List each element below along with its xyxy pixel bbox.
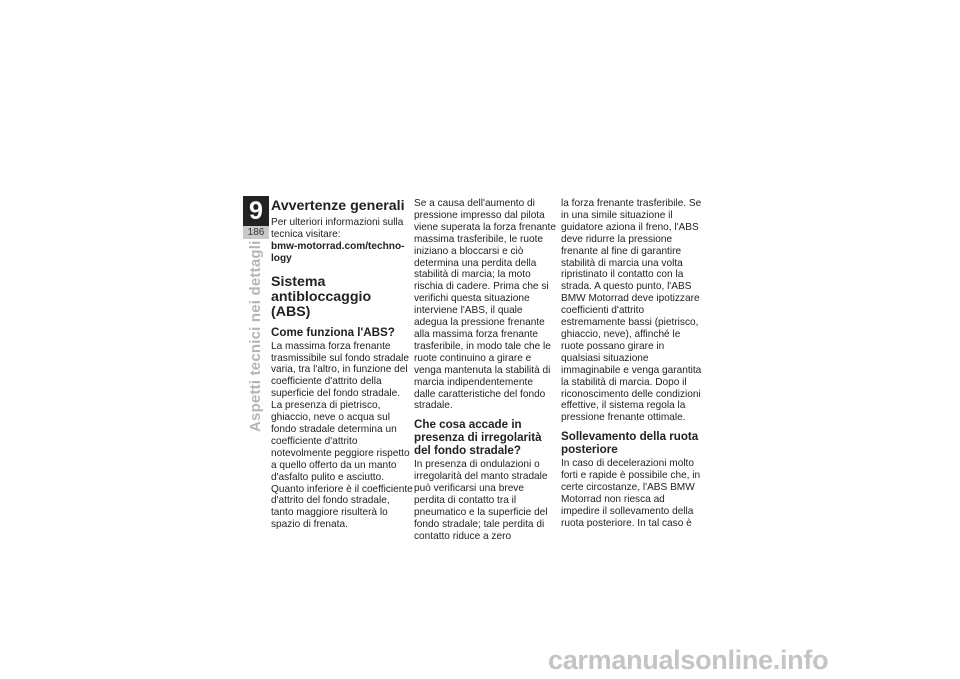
heading-rear-wheel-lift: Sollevamento della ruota posteriore — [561, 430, 699, 457]
column-3 — [561, 198, 703, 530]
paragraph-rear-wheel-lift: In caso di decelerazioni molto forti e rapide è possibile che, in certe circostanze, l'ABS BMW Motorrad non riesca ad impedire il sollevamento della ruota posteriore. In tal caso è — [561, 458, 701, 529]
technology-link[interactable]: bmw-motorrad.com/techno-logy — [271, 240, 405, 264]
paragraph-info: Per ulteriori informazioni sulla tecnica visitare: — [271, 217, 404, 240]
heading-road-irregularities: Che cosa accade in presenza di irregolarità del fondo stradale? — [414, 418, 542, 458]
watermark: carmanualsonline.info — [548, 645, 829, 675]
paragraph-how-abs-works: La massima forza frenante trasmissibile sul fondo stradale varia, tra l'altro, in funzione del coefficiente d'attrito della superficie del fondo stradale. La presenza di pietrisco, ghiaccio, neve o acqua sul fondo stradale determina un coefficiente d'attrito notevolmente peggiore rispetto a quello offerto da un manto d'asfalto pulito e asciutto. Quanto inferiore è il coefficiente d'attrito del fondo stradale, tanto maggiore risulterà lo spazio di frenata. — [271, 340, 413, 531]
column-1 — [271, 198, 413, 531]
chapter-number: 9 — [243, 196, 269, 226]
heading-how-abs-works: Come funziona l'ABS? — [271, 325, 395, 339]
paragraph-abs-intervention: Se a causa dell'aumento di pressione impresso dal pilota viene superata la forza frenante massima trasferibile, le ruote iniziano a bloccarsi e ciò determina una perdita della stabilità di marcia; la moto rischia di cadere. Prima che si verifichi questa situazione interviene l'ABS, il quale adegua la pressione frenante alla massima forza frenante trasferibile, in modo tale che le ruote continuino a girare e venga mantenuta la stabilità di marcia indipendentemente dalle caratteristiche del fondo stradale. — [414, 198, 556, 412]
heading-general-notes: Avvertenze generali — [271, 198, 405, 214]
paragraph-braking-force: la forza frenante trasferibile. Se in una simile situazione il guidatore aziona il freno, l'ABS deve ridurre la pressione frenante al fine di garantire stabilità di marcia una volta ripristinato il contatto con la strada. A questo punto, l'ABS BMW Motorrad deve ipotizzare coefficienti d'attrito estremamente bassi (pietrisco, ghiaccio, neve), affinché le ruote possano girare in qualsiasi situazione immaginabile e venga garantita la stabilità di marcia. Dopo il riconoscimento delle condizioni effettive, il sistema regola la pressione frenante ottimale. — [561, 198, 702, 424]
paragraph-road-irregularities: In presenza di ondulazioni o irregolarità del manto stradale può verificarsi una breve perdita di contatto tra il pneumatico e la superficie del fondo stradale; tale perdita di contatto riduce a zero — [414, 459, 548, 542]
heading-abs: Sistema antibloccaggio (ABS) — [271, 273, 372, 320]
page-number: 186 — [243, 226, 269, 239]
column-2 — [414, 198, 556, 543]
section-title-vertical: Aspetti tecnici nei dettagli — [247, 240, 264, 432]
